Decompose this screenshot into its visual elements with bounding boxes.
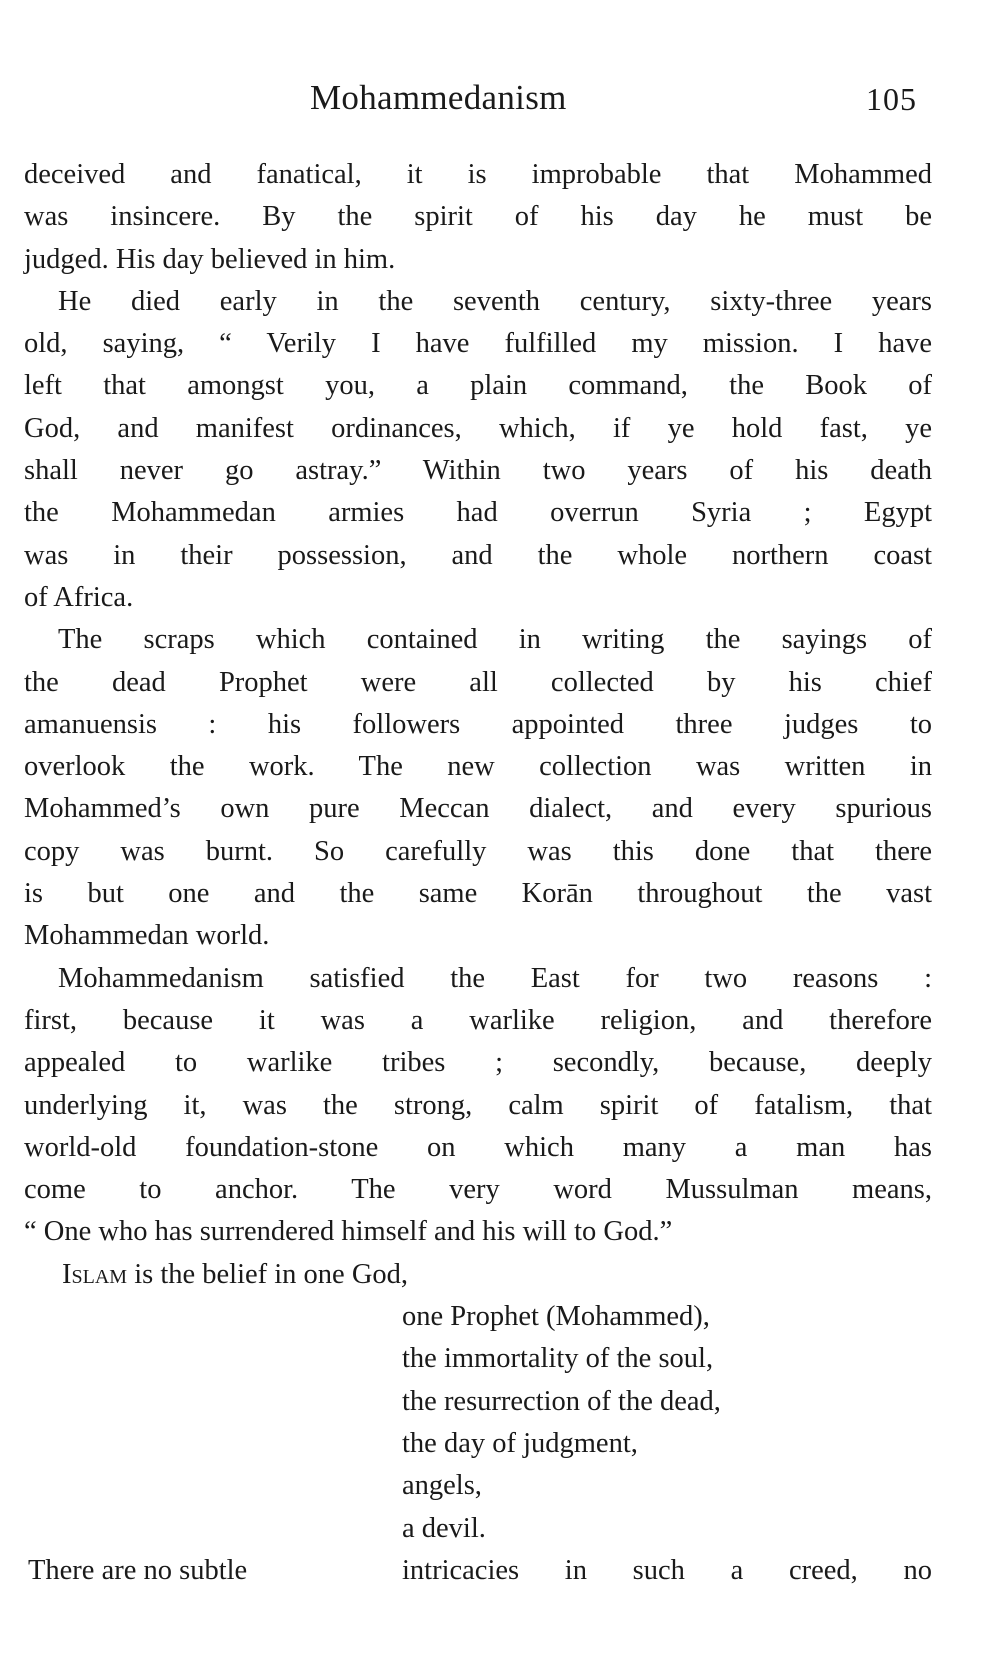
creed-item: a devil. [402, 1512, 486, 1544]
text-line: “ One who has surrendered himself and his will to God.” [24, 1216, 673, 1248]
text-line: underlying it, was the strong, calm spirit of fatalism, that [24, 1089, 932, 1121]
text-line: appealed to warlike tribes ; secondly, because, deeply [24, 1047, 932, 1079]
paragraph [24, 154, 932, 281]
text-line: of Africa. [24, 581, 134, 613]
text-line: first, because it was a warlike religion, and therefore [24, 1004, 932, 1036]
creed-item: angels, [402, 1470, 482, 1502]
text-line: Mohammedanism satisfied the East for two reasons : [58, 962, 932, 994]
text-line: left that amongst you, a plain command, the Book of [24, 370, 932, 402]
creed-intro: is the belief in one God, [127, 1258, 409, 1290]
paragraphs [24, 154, 932, 1254]
creed-list [24, 1296, 932, 1550]
running-head [0, 78, 1000, 128]
closing-line-start: There are no subtle [28, 1554, 248, 1586]
text-line: was in their possession, and the whole northern coast [24, 539, 932, 571]
text-line: is but one and the same Korān throughout the vast [24, 878, 932, 910]
paragraph [24, 619, 932, 957]
creed-item: the immortality of the soul, [402, 1343, 714, 1375]
text-line: come to anchor. The very word Mussulman means, [24, 1174, 932, 1206]
text-line: world-old foundation-stone on which many a man has [24, 1131, 932, 1163]
creed-intro-line [24, 1254, 932, 1296]
text-line: amanuensis : his followers appointed three judges to [24, 708, 932, 740]
running-title: Mohammedanism [310, 78, 567, 117]
creed-item: the day of judgment, [402, 1427, 638, 1459]
closing-line-end: intricacies in such a creed, no [402, 1554, 932, 1586]
text-line: the dead Prophet were all collected by his chief [24, 666, 932, 698]
text-line: old, saying, “ Verily I have fulfilled my mission. I have [24, 328, 932, 360]
creed-item: the resurrection of the dead, [402, 1385, 721, 1417]
text-line: judged. His day believed in him. [24, 243, 396, 275]
text-line: Mohammedan world. [24, 920, 270, 952]
text-line: copy was burnt. So carefully was this done that there [24, 835, 932, 867]
text-line: was insincere. By the spirit of his day he must be [24, 201, 932, 233]
text-line: He died early in the seventh century, sixty-three years [58, 285, 932, 317]
creed-term: Islam [62, 1258, 128, 1290]
paragraph [24, 958, 932, 1254]
text-line: shall never go astray.” Within two years of his death [24, 455, 932, 487]
paragraph [24, 281, 932, 619]
page-number: 105 [866, 81, 917, 117]
text-line: deceived and fanatical, it is improbable that Mohammed [24, 159, 932, 190]
text-line: The scraps which contained in writing the sayings of [58, 624, 932, 656]
creed-item: one Prophet (Mohammed), [402, 1301, 710, 1333]
text-line: the Mohammedan armies had overrun Syria ; Egypt [24, 497, 932, 529]
text-line: overlook the work. The new collection was written in [24, 751, 932, 783]
text-line: Mohammed’s own pure Meccan dialect, and every spurious [24, 793, 932, 825]
text-line: God, and manifest ordinances, which, if ye hold fast, ye [24, 412, 932, 444]
closing-line [24, 1550, 932, 1592]
body-text [24, 154, 932, 1592]
